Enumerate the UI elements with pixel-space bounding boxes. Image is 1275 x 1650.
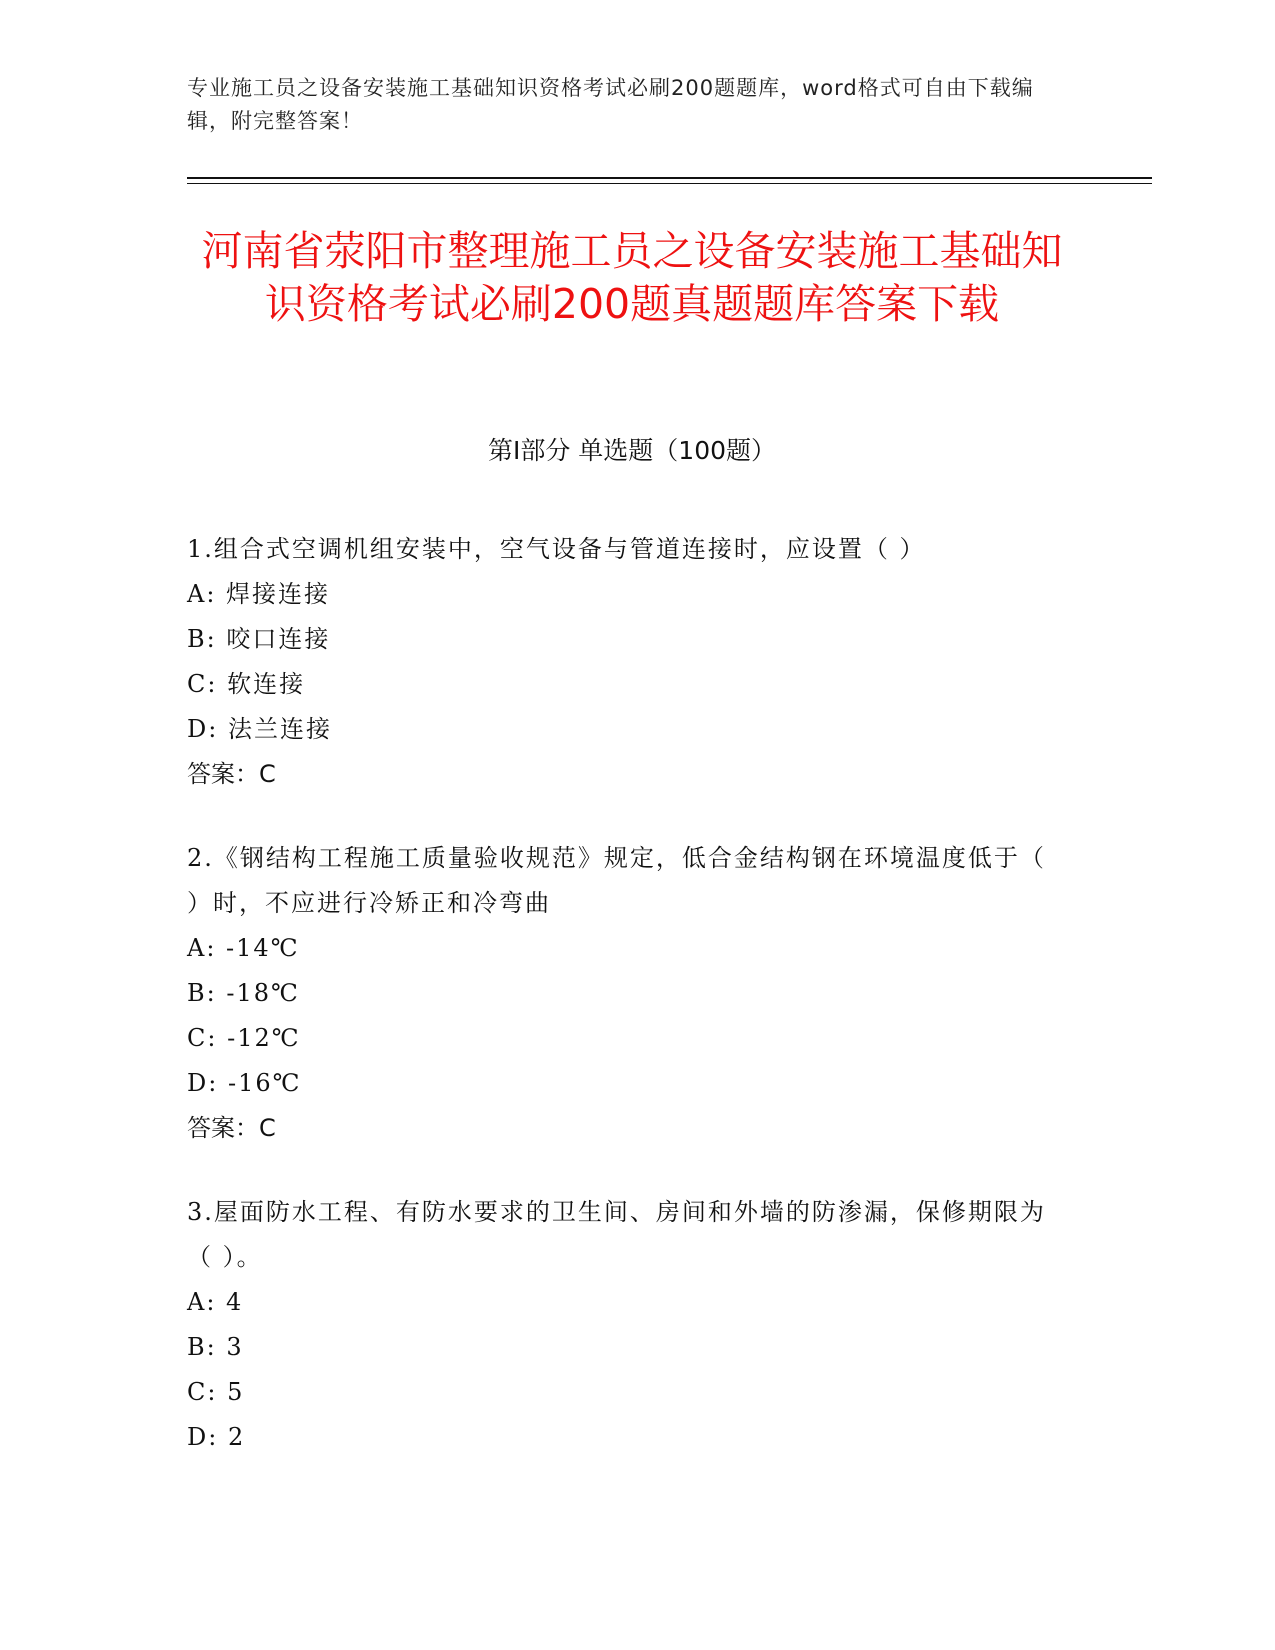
- option-b: B: 咬口连接: [187, 625, 331, 653]
- answer: 答案：C: [187, 760, 276, 788]
- header-note: 专业施工员之设备安装施工基础知识资格考试必刷200题题库，word格式可自由下载编辑，附完整答案！: [187, 76, 1034, 133]
- option-d: D: -16℃: [187, 1069, 302, 1097]
- option-c: C: 软连接: [187, 670, 306, 698]
- option-c: C: -12℃: [187, 1024, 301, 1052]
- option-a: A: 焊接连接: [187, 580, 331, 608]
- option-a: A: 4: [187, 1288, 244, 1316]
- question-list: [187, 527, 1067, 1499]
- answer: 答案：C: [187, 1114, 276, 1142]
- option-a: A: -14℃: [187, 934, 300, 962]
- question-2: [187, 836, 1067, 1151]
- question-3: [187, 1190, 1067, 1460]
- question-stem: 1.组合式空调机组安装中，空气设备与管道连接时，应设置（ ）: [187, 535, 926, 563]
- option-b: B: 3: [187, 1333, 244, 1361]
- question-stem: 3.屋面防水工程、有防水要求的卫生间、房间和外墙的防渗漏，保修期限为（ ）。: [187, 1198, 1046, 1271]
- option-b: B: -18℃: [187, 979, 300, 1007]
- header-divider-thick: [187, 177, 1152, 179]
- question-stem: 2.《钢结构工程施工质量验收规范》规定，低合金结构钢在环境温度低于（ ）时，不应进行冷矫正和冷弯曲: [187, 844, 1046, 917]
- section-heading: 第I部分 单选题（100题）: [487, 436, 777, 465]
- option-c: C: 5: [187, 1378, 245, 1406]
- header-divider-thin: [187, 183, 1152, 184]
- option-d: D: 法兰连接: [187, 715, 332, 743]
- question-1: [187, 527, 1067, 797]
- document-title: 河南省荥阳市整理施工员之设备安装施工基础知识资格考试必刷200题真题题库答案下载: [201, 227, 1063, 328]
- option-d: D: 2: [187, 1423, 246, 1451]
